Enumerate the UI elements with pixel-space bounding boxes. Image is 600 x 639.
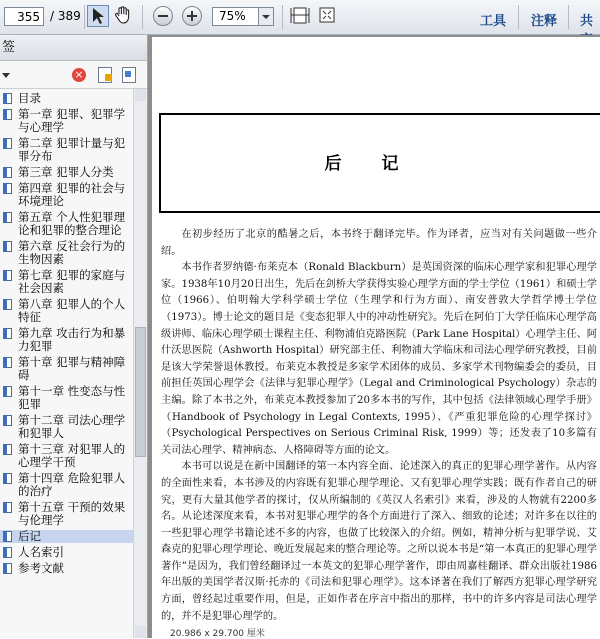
bookmark-label: 第一章 犯罪、犯罪学与心理学 — [18, 107, 126, 134]
chapter-title-box — [159, 113, 600, 213]
toolbar-divider — [142, 5, 143, 29]
paragraph: 本书可以说是在新中国翻译的第一本内容全面、论述深入的真正的犯罪心理学著作。从内容的全面性来看，本书涉及的内容既有犯罪心理学理论、又有犯罪心理学实践；既有作者自己的研究，更有大量其他学者的探讨，仅从所编制的《英汉人名索引》来看，涉及的人物就有2200多名。从论述深度来看，本书对犯罪心理学的各个方面进行了深入、细致的论述；对许多在以往的一些犯罪心理学书籍论述不多的内容，也做了比较深入的介绍。例如，精神分析与犯罪学说、艾森克的犯罪心理学理论、晚近发展起来的整合理论等。之所以说本书是“第一本真正的犯罪心理学著作”是因为，我们曾经翻译过一本英文的犯罪心理学著作，即由周嘉桂翻译、群众出版社1986年出版的美国学者汉斯·托赤的《司法和犯罪心理学》。这本译著在我们了解西方犯罪心理学研究方面，曾经起过重要作用，但是，正如作者在序言中指出的那样，书中的许多内容是司法心理学的，并不是犯罪心理学的。 — [161, 461, 597, 622]
bookmark-icon — [3, 563, 12, 574]
bookmark-icon — [3, 212, 12, 223]
bookmark-item[interactable] — [0, 546, 133, 559]
hand-icon — [113, 5, 133, 25]
fit-page-icon — [317, 5, 337, 25]
bookmark-icon — [3, 241, 12, 252]
bookmark-item[interactable] — [0, 385, 133, 411]
hand-tool-button[interactable] — [113, 5, 135, 27]
bookmark-icon — [3, 415, 12, 426]
bookmark-list — [0, 89, 133, 638]
select-tool-button[interactable] — [87, 5, 109, 27]
bookmark-label: 第六章 反社会行为的生物因素 — [18, 239, 126, 266]
scroll-up-icon[interactable] — [135, 89, 146, 101]
bookmark-item[interactable] — [0, 530, 133, 543]
panel-scrollbar[interactable] — [133, 89, 147, 638]
bookmark-item[interactable] — [0, 137, 133, 163]
fit-width-button[interactable] — [290, 5, 312, 27]
toolbar-divider — [84, 5, 85, 29]
new-bookmark-icon[interactable] — [98, 67, 112, 83]
bookmark-properties-icon[interactable] — [122, 67, 136, 83]
bookmark-label: 第五章 个人性犯罪理论和犯罪的整合理论 — [18, 210, 126, 237]
bookmark-icon — [3, 386, 12, 397]
bookmark-label: 后记 — [18, 529, 41, 543]
bookmark-icon — [3, 444, 12, 455]
bookmark-label: 参考文献 — [18, 561, 64, 575]
bookmark-label: 第九章 攻击行为和暴力犯罪 — [18, 326, 126, 353]
fit-width-icon — [290, 5, 310, 25]
tools-menu[interactable]: 工具 — [480, 14, 507, 29]
bookmark-item[interactable] — [0, 562, 133, 575]
share-menu[interactable]: 共 — [580, 14, 594, 29]
bookmark-item[interactable] — [0, 443, 133, 469]
bookmark-icon — [3, 138, 12, 149]
bookmark-item[interactable] — [0, 327, 133, 353]
bookmark-item[interactable] — [0, 298, 133, 324]
paragraph: 本书作者罗纳德·布莱克本（Ronald Blackburn）是英国资深的临床心理学家和犯罪心理学家。1938年10月20日出生，先后在剑桥大学获得实验心理学方面的学士学位（1961）和硕士学位（1966）、伯明翰大学科学硕士学位（生理学和行为方面）、南安普敦大学哲学博士学位（1973）。博士论文的题目是《变态犯罪人中的冲动性研究》。先后在阿伯丁大学任临床心理学高级讲师、临床心理学硕士课程主任、利物浦伯克路医院（Park Lane Hospital）心理学主任、阿什沃思医院（Ashworth Hospital）研究部主任、利物浦大学临床和司法心理学研究教授，目前是该大学荣誉退休教授。布莱克本教授是多家学术团体的成员、多家学术刊物编委会的委员，目前担任英国心理学会《法律与犯罪心理学》（Legal and Criminological Psychology）杂志的主编。除了本书之外，布莱克本教授参加了20多本书的写作，其中包括《法律领域心理学手册》（Handbook of Psychology in Legal Contexts, 1995）、《严重犯罪危险的心理学探讨》（Psychological Perspectives on Serious Criminal Risk, 1999）等；还发表了10多篇有关司法心理学、精神病态、人格障碍等方面的论文。 — [161, 262, 597, 456]
bookmark-item[interactable] — [0, 501, 133, 527]
bookmark-item[interactable] — [0, 356, 133, 382]
bookmark-icon — [3, 270, 12, 281]
bookmark-item[interactable] — [0, 414, 133, 440]
paragraph: 在初步经历了北京的酷暑之后，本书终于翻译完毕。作为译者，应当对有关问题做一些介绍。 — [161, 229, 597, 257]
bookmark-icon — [3, 502, 12, 513]
delete-bookmark-icon[interactable]: × — [72, 68, 86, 82]
zoom-value: 75% — [219, 9, 246, 23]
bookmark-item[interactable] — [0, 92, 133, 105]
scroll-down-icon[interactable] — [135, 626, 146, 638]
bookmark-icon — [3, 531, 12, 542]
page-size-label: 20.986 x 29.700 厘米 — [168, 626, 267, 639]
bookmark-label: 人名索引 — [18, 545, 64, 559]
toolbar-divider — [282, 5, 283, 29]
panel-toolbar — [0, 62, 147, 89]
bookmark-icon — [3, 183, 12, 194]
zoom-select[interactable] — [212, 7, 274, 26]
bookmark-label: 第十一章 性变态与性犯罪 — [18, 384, 126, 411]
bookmark-item[interactable] — [0, 182, 133, 208]
page-total: / 389 — [50, 9, 81, 23]
bookmark-icon — [3, 547, 12, 558]
zoom-in-button[interactable] — [182, 6, 202, 26]
bookmark-label: 第十章 犯罪与精神障碍 — [18, 355, 126, 382]
document-body — [161, 227, 597, 625]
cursor-icon — [88, 6, 108, 26]
bookmark-icon — [3, 109, 12, 120]
chapter-title: 后记 — [324, 154, 439, 174]
bookmarks-panel — [0, 35, 148, 638]
zoom-out-button[interactable] — [153, 6, 173, 26]
document-page — [152, 37, 600, 638]
bookmark-item[interactable] — [0, 269, 133, 295]
page-number-input[interactable]: 355 — [4, 7, 44, 26]
bookmark-icon — [3, 93, 12, 104]
options-dropdown-icon[interactable] — [2, 73, 10, 78]
document-viewer[interactable] — [148, 35, 600, 638]
bookmark-icon — [3, 473, 12, 484]
bookmark-item[interactable] — [0, 166, 133, 179]
bookmark-label: 第十二章 司法心理学和犯罪人 — [18, 413, 126, 440]
fit-page-button[interactable] — [317, 5, 339, 27]
bookmark-label: 第十四章 危险犯罪人的治疗 — [18, 471, 126, 498]
bookmark-icon — [3, 167, 12, 178]
toolbar-divider — [518, 5, 519, 29]
bookmark-label: 第十三章 对犯罪人的心理学干预 — [18, 442, 126, 469]
comment-menu[interactable]: 注释 — [531, 14, 558, 29]
bookmark-label: 第四章 犯罪的社会与环境理论 — [18, 181, 126, 208]
bookmark-item[interactable] — [0, 108, 133, 134]
toolbar-divider — [568, 5, 569, 29]
bookmark-icon — [3, 299, 12, 310]
panel-title: 签 — [0, 35, 147, 61]
bookmark-label: 第七章 犯罪的家庭与社会因素 — [18, 268, 126, 295]
scroll-thumb[interactable] — [135, 327, 146, 457]
bookmark-item[interactable] — [0, 240, 133, 266]
toolbar — [0, 0, 600, 35]
bookmark-label: 第二章 犯罪计量与犯罪分布 — [18, 136, 126, 163]
chevron-down-icon — [258, 8, 273, 25]
bookmark-icon — [3, 328, 12, 339]
bookmark-label: 目录 — [18, 91, 41, 105]
bookmark-item[interactable] — [0, 211, 133, 237]
bookmark-label: 第三章 犯罪人分类 — [18, 165, 114, 179]
bookmark-item[interactable] — [0, 472, 133, 498]
bookmark-label: 第八章 犯罪人的个人特征 — [18, 297, 126, 324]
bookmark-label: 第十五章 干预的效果与伦理学 — [18, 500, 126, 527]
bookmark-icon — [3, 357, 12, 368]
